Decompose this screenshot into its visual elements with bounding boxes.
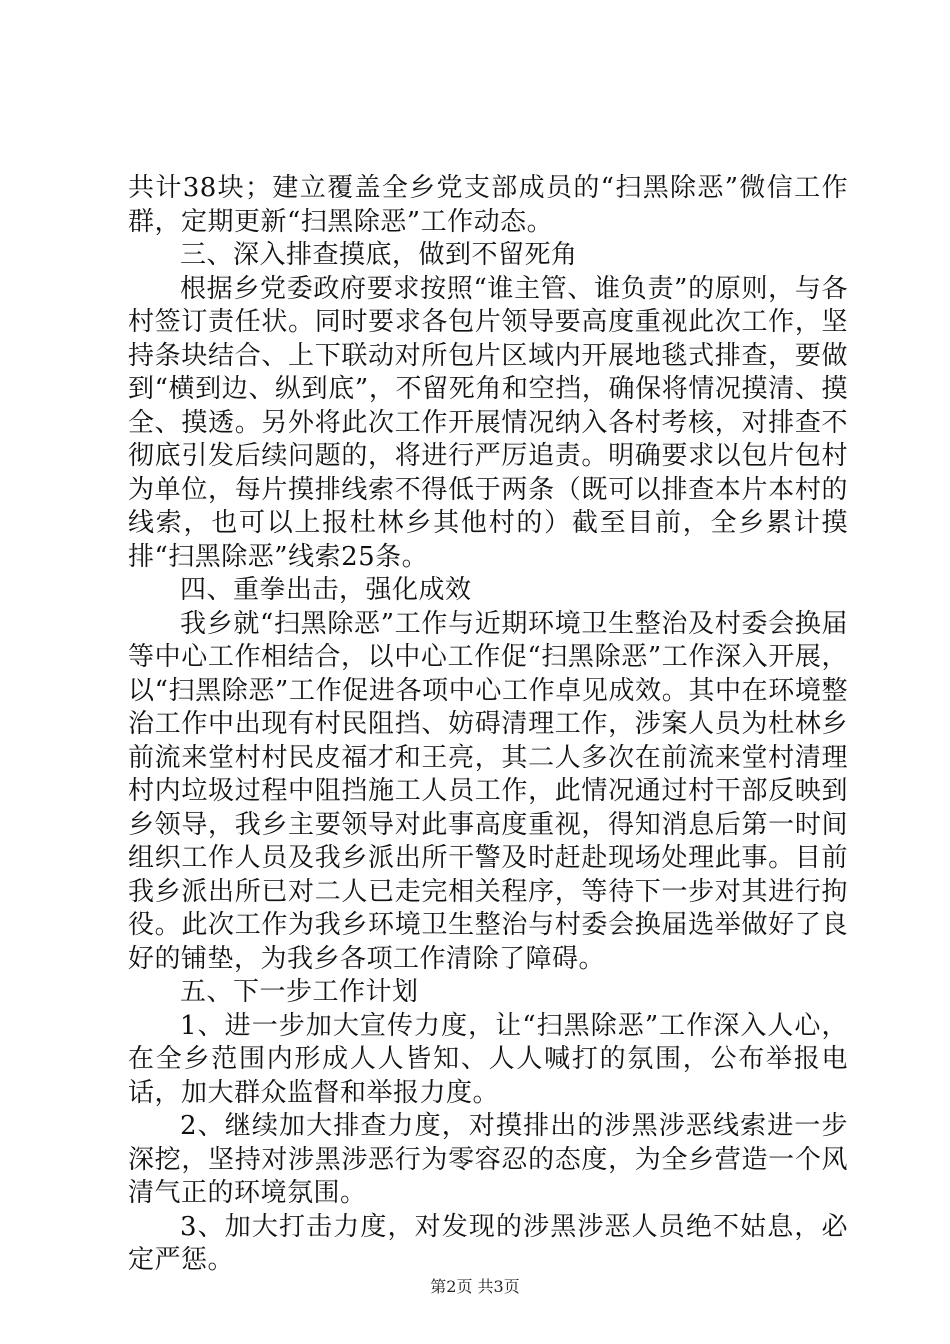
paragraph-crackdown: 我乡就“扫黑除恶”工作与近期环境卫生整治及村委会换届等中心工作相结合，以中心工作促“扫黑除恶”工作深入开展，以“扫黑除恶”工作促进各项中心工作卓见成效。其中在环境整治工作中出现有村民阻挡、妨碍清理工作，涉案人员为杜林乡前流来堂村村民皮福才和王亮，其二人多次在前流来堂村清理村内垃圾过程中阻挡施工人员工作，此情况通过村干部反映到乡领导，我乡主要领导对此事高度重视，得知消息后第一时间组织工作人员及我乡派出所干警及时赶赴现场处理此事。目前我乡派出所已对二人已走完相关程序，等待下一步对其进行拘役。此次工作为我乡环境卫生整治与村委会换届选举做好了良好的铺垫，为我乡各项工作清除了障碍。 xyxy=(128,608,848,974)
paragraph-continuation: 共计38块；建立覆盖全乡党支部成员的“扫黑除恶”微信工作群，定期更新“扫黑除恶”工作动态。 xyxy=(128,173,848,237)
section-heading-4: 四、重拳出击，强化成效 xyxy=(180,575,472,605)
plan-item-1: 1、进一步加大宣传力度，让“扫黑除恶”工作深入人心，在全乡范围内形成人人皆知、人人喊打的氛围，公布举报电话，加大群众监督和举报力度。 xyxy=(128,1010,848,1108)
plan-item-3: 3、加大打击力度，对发现的涉黑涉恶人员绝不姑息，必定严惩。 xyxy=(128,1211,848,1275)
page-footer: 第2页 共3页 xyxy=(430,1277,520,1296)
plan-item-2: 2、继续加大排查力度，对摸排出的涉黑涉恶线索进一步深挖，坚持对涉黑涉恶行为零容忍的态度，为全乡营造一个风清气正的环境氛围。 xyxy=(128,1111,848,1208)
document-body xyxy=(128,172,848,1278)
section-heading-5: 五、下一步工作计划 xyxy=(180,977,419,1007)
paragraph-investigation: 根据乡党委政府要求按照“谁主管、谁负责”的原则，与各村签订责任状。同时要求各包片领导要高度重视此次工作，坚持条块结合、上下联动对所包片区域内开展地毯式排查，要做到“横到边、纵到底”，不留死角和空挡，确保将情况摸清、摸全、摸透。另外将此次工作开展情况纳入各村考核，对排查不彻底引发后续问题的，将进行严厉追责。明确要求以包片包村为单位，每片摸排线索不得低于两条（既可以排查本片本村的线索，也可以上报杜林乡其他村的）截至目前，全乡累计摸排“扫黑除恶”线索25条。 xyxy=(128,273,848,572)
section-heading-3: 三、深入排查摸底，做到不留死角 xyxy=(180,240,578,270)
